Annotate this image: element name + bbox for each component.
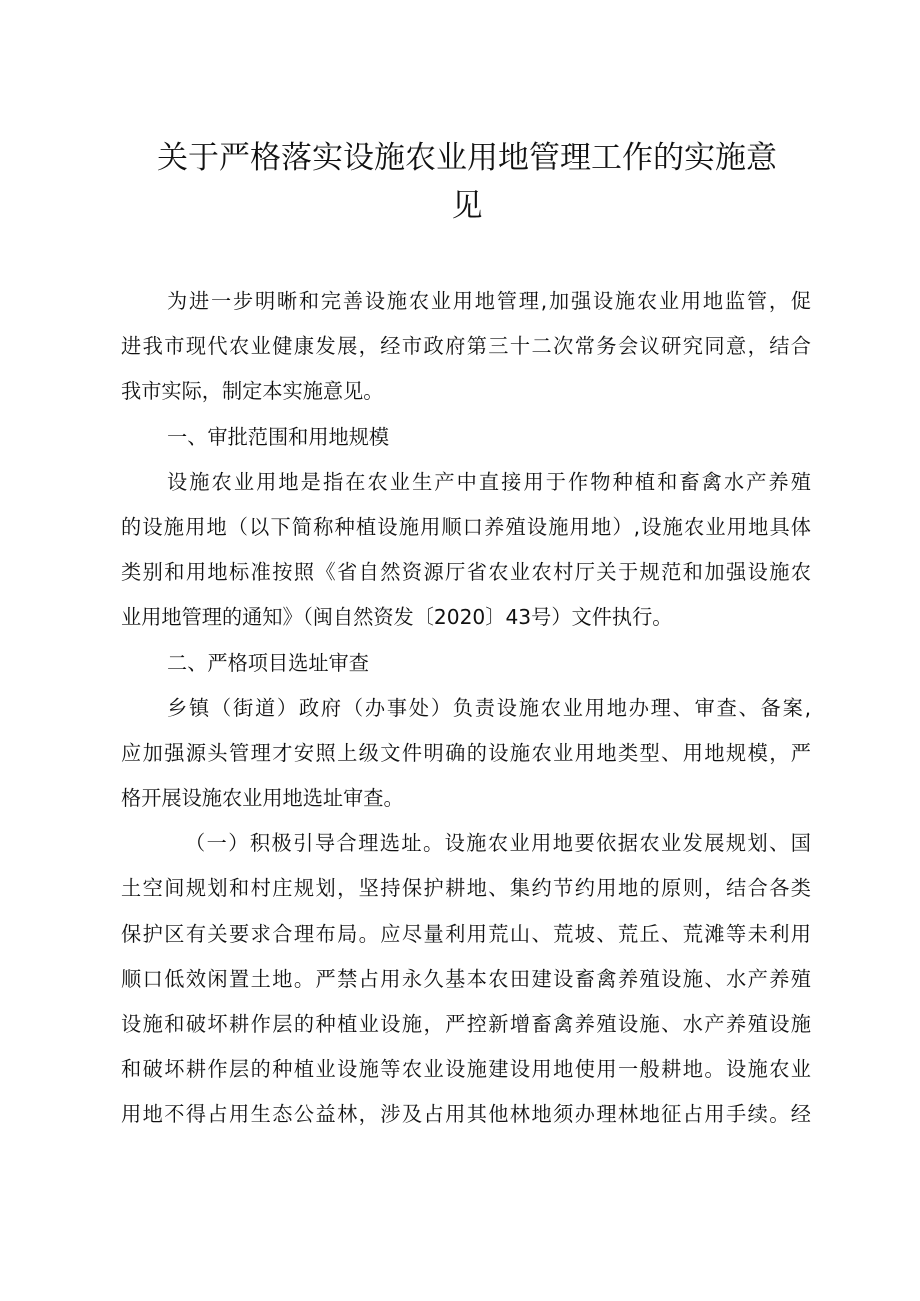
section-heading-text: 二、严格项目选址审查 <box>167 650 369 675</box>
section-heading-1 <box>121 415 811 460</box>
paragraph-definition <box>121 460 811 641</box>
text-line: 的设施用地（以下简称种植设施用顺口养殖设施用地）,设施农业用地具体 <box>121 514 811 539</box>
text-line: 保护区有关要求合理布局。应尽量利用荒山、荒坡、荒丘、荒滩等未利用 <box>121 921 811 946</box>
text-line: （一）积极引导合理选址。设施农业用地要依据农业发展规划、国 <box>185 831 811 856</box>
text-line: 和破坏耕作层的种植业设施等农业设施建设用地使用一般耕地。设施农业 <box>121 1057 811 1082</box>
section-heading-text: 一、审批范围和用地规模 <box>167 424 390 449</box>
text-line: 设施和破坏耕作层的种植业设施，严控新增畜禽养殖设施、水产养殖设施 <box>121 1012 811 1036</box>
text-line: 业用地管理的通知》（闽自然资发〔2020〕43号）文件执行。 <box>121 605 673 630</box>
document-title <box>122 134 812 230</box>
text-line: 类别和用地标准按照《省自然资源厅省农业农村厅关于规范和加强设施农 <box>121 560 811 585</box>
text-line: 为进一步明晰和完善设施农业用地管理,加强设施农业用地监管，促 <box>167 289 811 313</box>
title-line-2: 见 <box>451 188 483 224</box>
text-line: 用地不得占用生态公益林，涉及占用其他林地须办理林地征占用手续。经 <box>121 1102 811 1127</box>
title-line-1: 关于严格落实设施农业用地管理工作的实施意 <box>157 140 777 176</box>
text-line: 应加强源头管理才安照上级文件明确的设施农业用地类型、用地规模，严 <box>121 740 811 765</box>
section-heading-2 <box>121 641 811 686</box>
text-line: 土空间规划和村庄规划，坚持保护耕地、集约节约用地的原则，结合各类 <box>121 876 811 901</box>
paragraph-site-selection <box>121 821 811 1137</box>
paragraph-intro <box>121 279 811 415</box>
text-line: 格开展设施农业用地选址审查。 <box>121 786 404 811</box>
paragraph-review <box>121 686 811 822</box>
document-body <box>121 279 811 1138</box>
text-line: 进我市现代农业健康发展，经市政府第三十二次常务会议研究同意，结合 <box>121 334 811 359</box>
text-line: 顺口低效闲置土地。严禁占用永久基本农田建设畜禽养殖设施、水产养殖 <box>121 966 811 991</box>
text-line: 设施农业用地是指在农业生产中直接用于作物种植和畜禽水产养殖 <box>167 469 811 494</box>
text-line: 乡镇（街道）政府（办事处）负责设施农业用地办理、审查、备案, <box>167 695 811 720</box>
text-line: 我市实际，制定本实施意见。 <box>121 379 384 404</box>
